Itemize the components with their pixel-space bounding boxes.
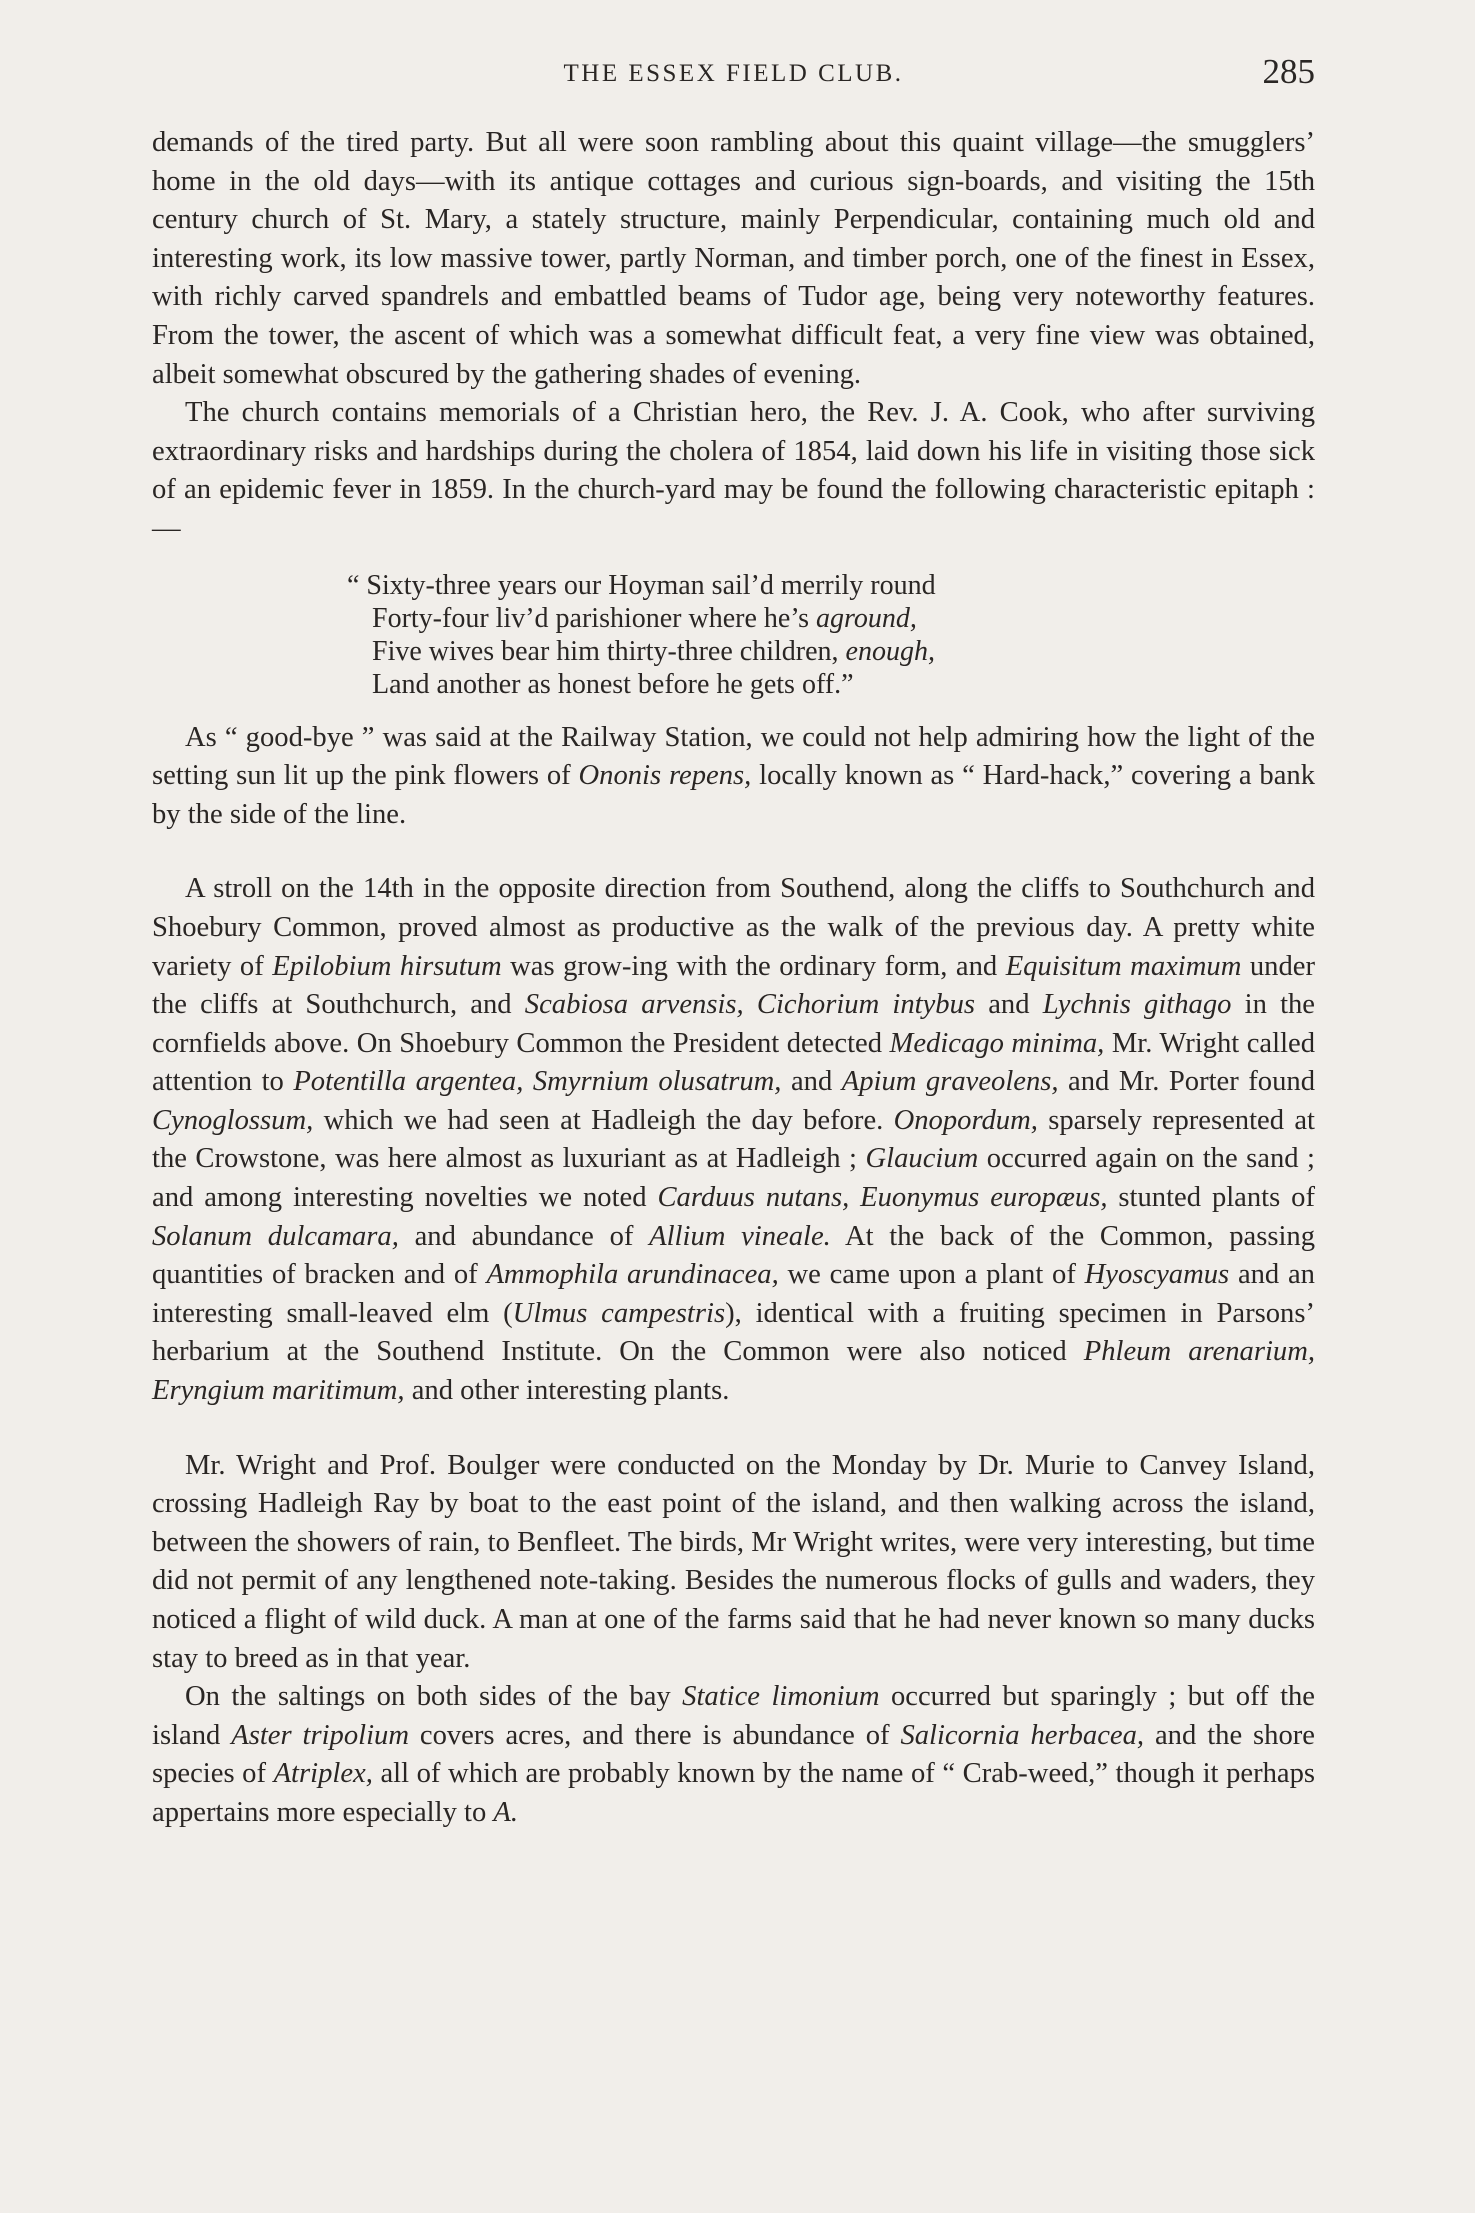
text-run: we came upon a plant of: [778, 1259, 1085, 1291]
verse-line-2: [347, 602, 1315, 635]
text-run: stunted plants of: [1107, 1182, 1315, 1214]
species-name: A.: [493, 1796, 519, 1828]
species-name: Ulmus campestris: [512, 1297, 726, 1329]
paragraph-saltings: [152, 1678, 1315, 1832]
species-name: Onopordum,: [893, 1104, 1038, 1136]
species-name: Allium vineale.: [649, 1220, 831, 1252]
text-run: demands of the tired party. But all were soon rambling about this quaint village—the smugglers’ home in the old days—with its antique cottages and curious sign-boards, and visiting the 15th century church of St. Mary, a stately structure, mainly Perpendicular, containing much old and interesting work, its low massive tower, partly Norman, and timber porch, one of the finest in Essex, with richly carved spandrels and embattled beams of Tudor age, being very noteworthy features. From the tower, the ascent of which was a somewhat difficult feat, a very fine view was obtained, albeit somewhat obscured by the gathering shades of evening.: [152, 127, 1315, 390]
paragraph-church-memorials: [152, 394, 1315, 548]
text-run: and an interesting small-leaved elm (: [152, 1259, 1315, 1329]
verse-line-4: [347, 668, 1315, 701]
text-run: and: [975, 989, 1043, 1021]
text-run: and abundance of: [398, 1220, 650, 1252]
epitaph-verse: [152, 569, 1315, 701]
species-name: Scabiosa arvensis, Cichorium intybus: [524, 989, 976, 1021]
species-name: Medicago minima,: [889, 1027, 1105, 1059]
species-name: Ononis repens,: [578, 760, 752, 792]
verse-text: “ Sixty-three years our Hoyman sail’d merrily round: [347, 569, 936, 601]
text-run: On the saltings on both sides of the bay: [185, 1681, 683, 1713]
text-run: As “ good-bye ” was said at the Railway Station, we could not help admiring how the light of the setting sun lit up the pink flowers of: [152, 721, 1315, 792]
text-run: under the cliffs at Southchurch, and: [152, 950, 1315, 1021]
paragraph-shoebury-stroll: [152, 870, 1315, 1410]
text-run: A stroll on the 14th in the opposite direction from Southend, along the cliffs to Southchurch and Shoebury Common, proved almost as productive as the walk of the previous day. A pretty white variety of: [152, 873, 1315, 982]
verse-text: Forty-four liv’d parishioner where he’s: [372, 602, 816, 634]
verse-text: Land another as honest before he gets off.”: [372, 668, 854, 700]
text-run: and other interesting plants.: [404, 1375, 730, 1407]
species-name: Statice limonium: [682, 1681, 880, 1713]
text-run: and Mr. Porter found: [1058, 1066, 1315, 1098]
text-run: Mr. Wright called attention to: [152, 1027, 1316, 1098]
text-run: At the back of the Common, passing quantities of bracken and of: [152, 1220, 1315, 1291]
species-name: Lychnis githago: [1042, 989, 1232, 1021]
text-run: occurred again on the sand ; and among interesting novelties we noted: [152, 1143, 1316, 1214]
running-head: THE ESSEX FIELD CLUB.: [563, 60, 904, 87]
species-name: Cynoglossum,: [152, 1104, 314, 1136]
text-run: and the shore species of: [152, 1719, 1315, 1790]
paragraph-village-visit: [152, 124, 1315, 394]
species-name: Atriplex,: [273, 1758, 373, 1790]
text-run: and: [781, 1066, 842, 1098]
verse-line-1: [347, 569, 1315, 602]
paragraph-canvey-island: [152, 1447, 1315, 1679]
species-name: Epilobium hirsutum: [272, 950, 502, 982]
text-run: sparsely represented at the Crowstone, was here almost as luxuriant as at Hadleigh ;: [152, 1104, 1315, 1175]
text-run: locally known as “ Hard-hack,” covering a bank by the side of the line.: [152, 760, 1315, 830]
verse-text: Five wives bear him thirty-three children,: [372, 635, 846, 667]
species-name: Glaucium: [865, 1143, 979, 1175]
text-run: covers acres, and there is abundance of: [408, 1719, 901, 1751]
species-name: Carduus nutans, Euonymus europæus,: [657, 1182, 1108, 1214]
text-run: Mr. Wright and Prof. Boulger were conducted on the Monday by Dr. Murie to Canvey Island, crossing Hadleigh Ray by boat to the east point of the island, and then walking across the island, between the showers of rain, to Benfleet. The birds, Mr Wright writes, were very interesting, but time did not permit of any lengthened note-taking. Besides the numerous flocks of gulls and waders, they noticed a flight of wild duck. A man at one of the farms said that he had never known so many ducks stay to breed as in that year.: [152, 1449, 1315, 1674]
species-name: Salicornia herbacea,: [900, 1719, 1145, 1751]
verse-line-3: [347, 635, 1315, 668]
species-name: Phleum arenarium, Eryngium maritimum,: [152, 1336, 1316, 1407]
text-run: all of which are probably known by the name of “ Crab-weed,” though it perhaps appertains more especially to: [152, 1758, 1315, 1828]
text-run: The church contains memorials of a Christian hero, the Rev. J. A. Cook, who after surviving extraordinary risks and hardships during the cholera of 1854, laid down his life in visiting those sick of an epidemic fever in 1859. In the church-yard may be found the following characteristic epitaph :—: [152, 397, 1315, 544]
text-run: occurred but sparingly ; but off the island: [152, 1681, 1315, 1751]
page-header: [152, 52, 1315, 102]
text-run: in the cornfields above. On Shoebury Common the President detected: [152, 989, 1316, 1059]
page-number: 285: [1262, 52, 1315, 91]
text-run: ), identical with a fruiting specimen in Parsons’ herbarium at the Southend Institute. On the Common were also noticed: [152, 1297, 1315, 1368]
species-name: Apium graveolens,: [841, 1066, 1059, 1098]
species-name: Equisitum maximum: [1005, 950, 1242, 982]
verse-italic: enough,: [845, 635, 935, 667]
species-name: Potentilla argentea, Smyrnium olusatrum,: [293, 1066, 782, 1098]
species-name: Solanum dulcamara,: [152, 1220, 399, 1252]
species-name: Hyoscyamus: [1084, 1259, 1230, 1291]
body-text: [152, 124, 1315, 1833]
species-name: Aster tripolium: [231, 1719, 409, 1751]
text-run: which we had seen at Hadleigh the day before.: [313, 1104, 894, 1136]
paragraph-railway-station: [152, 719, 1315, 835]
verse-italic: aground,: [816, 602, 917, 634]
text-run: was grow-ing with the ordinary form, and: [501, 950, 1006, 982]
species-name: Ammophila arundinacea,: [486, 1259, 779, 1291]
